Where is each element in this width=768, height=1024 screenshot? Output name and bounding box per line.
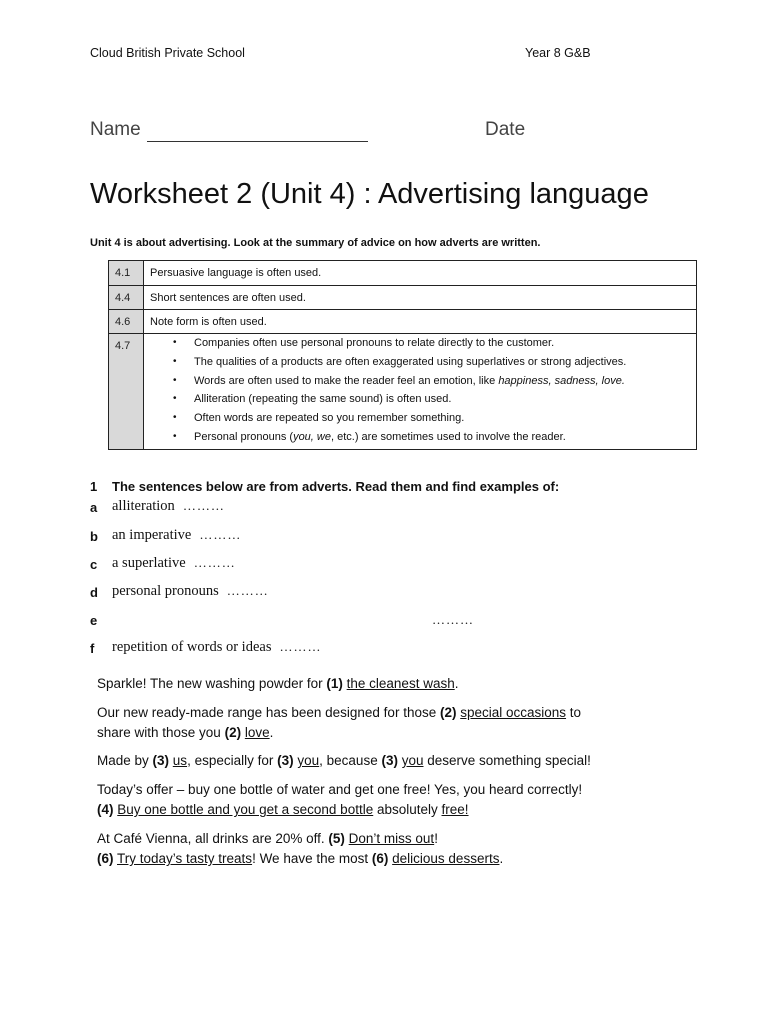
advert-text: ! We have the most [252, 851, 372, 866]
advert-example: love [244, 725, 270, 740]
item-letter: f [90, 641, 95, 656]
question-item [112, 583, 269, 600]
advert-text: . [454, 676, 459, 691]
advert-text: . [269, 725, 274, 740]
question-text: The sentences below are from adverts. Read them and find examples of: [112, 479, 560, 494]
advert-marker: (3) [152, 753, 170, 768]
advert-example: you [297, 753, 320, 768]
answer-blank[interactable]: ……… [226, 583, 269, 598]
bullet-text-italic: you, we [293, 430, 331, 443]
bullet-icon: • [173, 430, 177, 442]
advert-line [97, 849, 503, 869]
advert-marker: (2) [224, 725, 242, 740]
summary-table [108, 260, 697, 450]
row-text: Persuasive language is often used. [144, 261, 697, 286]
advert-line [97, 723, 581, 743]
advert-line [97, 800, 582, 820]
item-letter: c [90, 557, 98, 572]
worksheet-title: Worksheet 2 (Unit 4) : Advertising language [90, 178, 649, 210]
year-group: Year 8 G&B [525, 46, 591, 60]
question-item [112, 555, 236, 572]
advert-example: delicious desserts [392, 851, 500, 866]
advert-example: you [401, 753, 424, 768]
advert-marker: (4) [97, 802, 114, 817]
advert-text: Our new ready-made range has been designed for those [97, 705, 440, 720]
answer-blank[interactable]: ……… [432, 612, 474, 627]
date-label: Date [485, 119, 526, 140]
bullet-text: Companies often use personal pronouns to relate directly to the customer. [194, 337, 555, 349]
advert-example: the cleanest wash [346, 676, 455, 691]
advert-example: us [172, 753, 188, 768]
item-text: alliteration [112, 498, 175, 514]
advert-text: . [499, 851, 504, 866]
row-code: 4.7 [109, 334, 144, 450]
advert-marker: (6) [371, 851, 389, 866]
advert-example: special occasions [460, 705, 567, 720]
question-item [112, 527, 241, 544]
advert-1 [97, 674, 458, 694]
advert-text: , because [319, 753, 382, 768]
bullet-text: Words are often used to make the reader feel an emotion, like [194, 374, 499, 387]
question-number: 1 [90, 479, 98, 494]
advert-line [97, 703, 581, 723]
advert-example: Try today’s tasty treats [117, 851, 253, 866]
advert-text: Sparkle! The new washing powder for [97, 676, 327, 691]
intro-text: Unit 4 is about advertising. Look at the summary of advice on how adverts are written. [90, 237, 541, 249]
table-row [109, 310, 697, 334]
advert-line [97, 829, 503, 849]
answer-blank[interactable]: ……… [279, 639, 322, 654]
list-item [144, 390, 696, 409]
advert-4 [97, 780, 582, 820]
advert-marker: (5) [328, 831, 345, 846]
answer-blank[interactable]: ……… [193, 555, 236, 570]
item-text: a superlative [112, 555, 186, 571]
answer-blank[interactable]: ……… [199, 527, 242, 542]
list-item [144, 334, 696, 353]
advert-marker: (3) [381, 753, 398, 768]
advert-marker: (3) [277, 753, 294, 768]
advert-text: deserve something special! [423, 753, 591, 768]
question-item [112, 498, 225, 515]
advert-marker: (6) [97, 851, 114, 866]
advert-text: Made by [97, 753, 153, 768]
bullet-icon: • [173, 337, 177, 348]
advert-text: absolutely [373, 802, 442, 817]
advert-example: Buy one bottle and you get a second bottle [117, 802, 374, 817]
advert-2 [97, 703, 581, 743]
table-row [109, 286, 697, 310]
name-label: Name [90, 119, 141, 140]
bullet-icon: • [173, 412, 177, 424]
item-letter: e [90, 613, 98, 628]
advert-text: share with those you [97, 725, 225, 740]
row-text: Short sentences are often used. [144, 286, 697, 310]
advert-text: to [566, 705, 582, 720]
row-code: 4.4 [109, 286, 144, 310]
table-row [109, 334, 697, 450]
bullet-icon: • [173, 374, 177, 386]
advert-marker: (1) [326, 676, 343, 691]
table-row [109, 261, 697, 286]
advert-example: Don’t miss out [348, 831, 435, 846]
advert-text: At Café Vienna, all drinks are 20% off. [97, 831, 329, 846]
row-code: 4.1 [109, 261, 144, 286]
advert-5 [97, 829, 503, 869]
item-text: repetition of words or ideas [112, 639, 272, 655]
advert-3 [97, 751, 591, 771]
question-item [112, 639, 321, 656]
bullet-text: Personal pronouns ( [194, 430, 294, 443]
row-text: Note form is often used. [144, 310, 697, 334]
bullet-text: The qualities of a products are often exaggerated using superlatives or strong adjectives. [194, 355, 627, 368]
bullet-text-rest: , etc.) are sometimes used to involve the reader. [330, 430, 566, 443]
school-name: Cloud British Private School [90, 46, 245, 60]
bullet-icon: • [173, 393, 177, 405]
item-text: personal pronouns [112, 583, 219, 599]
advert-text: ! [434, 831, 438, 846]
name-field-line[interactable] [147, 141, 368, 142]
item-letter: b [90, 529, 98, 544]
bullet-list [144, 334, 696, 447]
row-bullets-cell [144, 334, 697, 450]
list-item [144, 372, 696, 391]
advert-marker: (2) [439, 705, 457, 720]
advert-example: free! [441, 802, 469, 817]
item-text: an imperative [112, 527, 192, 543]
item-letter: d [90, 585, 98, 600]
bullet-text-italic: happiness, sadness, love. [498, 374, 625, 387]
answer-blank[interactable]: ……… [182, 498, 225, 513]
item-letter: a [90, 500, 98, 515]
bullet-text: Often words are repeated so you remember something. [194, 412, 465, 425]
bullet-text: Alliteration (repeating the same sound) is often used. [194, 393, 452, 406]
list-item [144, 428, 696, 447]
list-item [144, 409, 696, 428]
advert-line: Today’s offer – buy one bottle of water and get one free! Yes, you heard correctly! [97, 782, 583, 797]
advert-text: , especially for [187, 753, 278, 768]
list-item [144, 353, 696, 372]
bullet-icon: • [173, 355, 177, 367]
row-code: 4.6 [109, 310, 144, 334]
